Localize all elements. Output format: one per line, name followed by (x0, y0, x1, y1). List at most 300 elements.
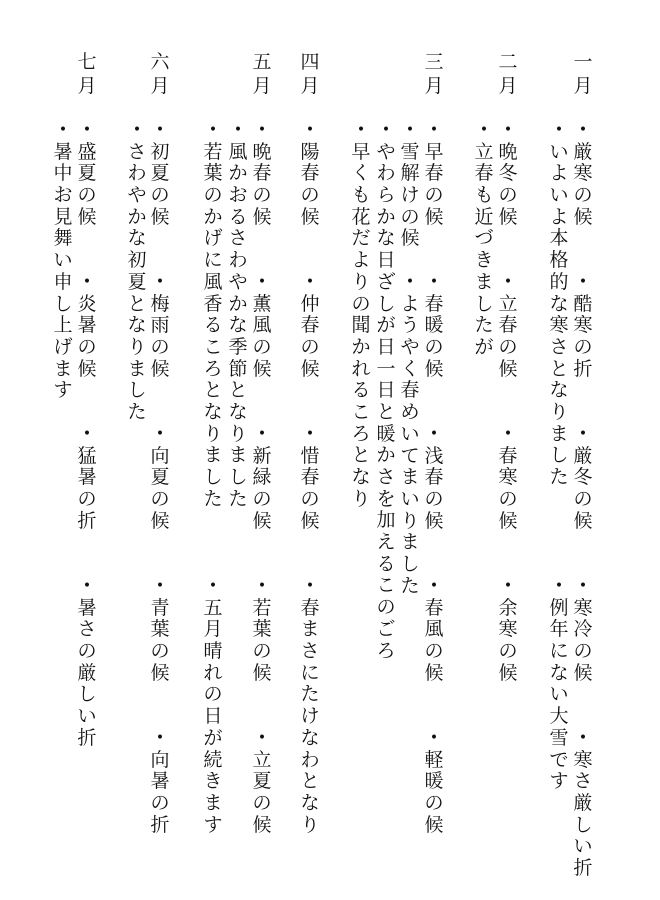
greeting-phrase (250, 576, 274, 684)
phrase-char: た (474, 314, 494, 337)
greeting-phrase (75, 120, 99, 228)
phrase-char: さ (228, 227, 248, 250)
phrase-char: 舞 (53, 227, 73, 250)
phrase-char: 冬 (573, 466, 593, 489)
phrase-char: 解 (400, 162, 420, 185)
bullet-icon: • (578, 578, 588, 594)
phrase-char: 夏 (150, 162, 170, 185)
greeting-phrase (571, 272, 595, 380)
phrase-char: ら (376, 184, 396, 207)
phrase-char: 候 (424, 205, 444, 228)
phrase-char: や (376, 140, 396, 163)
phrase-char: 暑 (150, 770, 170, 793)
greeting-phrase (571, 120, 595, 228)
greeting-phrase (250, 424, 274, 532)
phrase-char: 候 (573, 661, 593, 684)
bullet-icon: • (257, 274, 267, 290)
phrase-char: 寒 (573, 596, 593, 619)
phrase-char: か (228, 162, 248, 185)
phrase-char: と (228, 379, 248, 402)
greeting-phrase (226, 120, 250, 510)
greeting-phrase (298, 576, 322, 836)
phrase-char: 寒 (549, 314, 569, 337)
greeting-phrase (398, 272, 422, 597)
phrase-char: れ (203, 661, 223, 684)
phrase-char: 寒 (573, 314, 593, 337)
bullet-icon: • (257, 730, 267, 746)
phrase-char: さ (77, 618, 97, 641)
phrase-char: 向 (150, 748, 170, 771)
phrase-char: 日 (376, 379, 396, 402)
phrase-char: や (400, 336, 420, 359)
phrase-char: か (228, 292, 248, 315)
phrase-char: 春 (498, 314, 518, 337)
phrase-char: 梅 (150, 292, 170, 315)
phrase-char: と (351, 444, 371, 467)
phrase-char: 向 (150, 444, 170, 467)
phrase-char: 加 (376, 509, 396, 532)
phrase-char: の (203, 683, 223, 706)
phrase-char: の (573, 184, 593, 207)
phrase-char: 申 (53, 270, 73, 293)
phrase-char: 緑 (252, 466, 272, 489)
phrase-char: の (376, 596, 396, 619)
phrase-char: り (549, 400, 569, 423)
month-heading (148, 50, 172, 98)
phrase-char: よ (351, 249, 371, 272)
bullet-icon: • (82, 274, 92, 290)
phrase-char: に (203, 249, 223, 272)
phrase-char: 酷 (573, 292, 593, 315)
phrase-char: の (77, 640, 97, 663)
phrase-char: ろ (376, 639, 396, 662)
greeting-phrase (148, 120, 172, 228)
bullet-icon: • (155, 426, 165, 442)
greeting-phrase (571, 576, 595, 684)
phrase-char: 候 (150, 357, 170, 380)
greeting-phrase (298, 120, 322, 228)
phrase-char: わ (300, 748, 320, 771)
bullet-icon: • (155, 578, 165, 594)
phrase-char: 候 (400, 227, 420, 250)
phrase-char: わ (228, 249, 248, 272)
phrase-char: を (376, 487, 396, 510)
phrase-char: し (77, 683, 97, 706)
phrase-char: 葉 (252, 618, 272, 641)
phrase-char: 候 (573, 509, 593, 532)
phrase-char: 候 (424, 509, 444, 532)
greeting-phrase (201, 120, 225, 510)
phrase-char: の (498, 488, 518, 511)
bullet-icon: • (208, 578, 218, 594)
phrase-char: の (424, 640, 444, 663)
phrase-char: か (376, 444, 396, 467)
phrase-char: 風 (424, 618, 444, 641)
greeting-phrase (571, 728, 595, 880)
phrase-char: い (77, 705, 97, 728)
phrase-char: 厳 (573, 444, 593, 467)
phrase-char: 寒 (573, 162, 593, 185)
phrase-char: 春 (300, 596, 320, 619)
phrase-char: 寒 (498, 466, 518, 489)
phrase-char: 春 (300, 466, 320, 489)
phrase-char: 年 (549, 618, 569, 641)
greeting-phrase (496, 272, 520, 380)
phrase-char: 中 (53, 162, 73, 185)
phrase-char: り (127, 335, 147, 358)
phrase-char: さ (127, 140, 147, 163)
bullet-icon: • (233, 122, 243, 138)
phrase-char: 五 (203, 596, 223, 619)
phrase-char: な (228, 400, 248, 423)
greeting-phrase (571, 424, 595, 532)
phrase-char: 候 (300, 509, 320, 532)
phrase-char: の (252, 488, 272, 511)
phrase-char: の (424, 488, 444, 511)
phrase-char: に (300, 661, 320, 684)
phrase-char: さ (300, 640, 320, 663)
phrase-char: ま (203, 791, 223, 814)
greeting-phrase (422, 272, 446, 380)
phrase-char: わ (376, 162, 396, 185)
phrase-char: 日 (203, 705, 223, 728)
bullet-icon: • (578, 274, 588, 290)
phrase-char: く (351, 162, 371, 185)
phrase-char: り (203, 422, 223, 445)
phrase-char: 候 (498, 661, 518, 684)
phrase-char: り (351, 270, 371, 293)
phrase-char: ざ (376, 270, 396, 293)
phrase-char: 月 (203, 618, 223, 641)
greeting-phrase (75, 576, 99, 750)
phrase-char: げ (203, 227, 223, 250)
phrase-char: 暖 (376, 422, 396, 445)
greeting-phrase (422, 120, 446, 228)
phrase-char: 候 (300, 357, 320, 380)
phrase-char: 春 (300, 162, 320, 185)
greeting-phrase (422, 424, 446, 532)
phrase-char: し (549, 444, 569, 467)
bullet-icon: • (503, 426, 513, 442)
phrase-char: づ (474, 227, 494, 250)
phrase-char: の (424, 336, 444, 359)
phrase-char: 冷 (573, 618, 593, 641)
phrase-char: の (77, 488, 97, 511)
phrase-char: な (203, 400, 223, 423)
bullet-icon: • (503, 578, 513, 594)
phrase-char: な (549, 661, 569, 684)
bullet-icon: • (429, 730, 439, 746)
phrase-char: や (228, 270, 248, 293)
phrase-char: の (150, 640, 170, 663)
phrase-char: な (351, 466, 371, 488)
phrase-char: し (376, 292, 396, 315)
phrase-char: 春 (498, 444, 518, 467)
greeting-phrase (250, 120, 274, 228)
phrase-char: に (549, 640, 569, 663)
greeting-phrase (496, 424, 520, 532)
phrase-char: 聞 (351, 314, 371, 337)
phrase-char: れ (351, 357, 371, 380)
bullet-icon: • (155, 122, 165, 138)
phrase-char: た (549, 466, 569, 488)
phrase-char: 候 (424, 661, 444, 684)
phrase-char: い (573, 835, 593, 858)
phrase-char: 葉 (203, 162, 223, 185)
phrase-char: の (252, 336, 272, 359)
phrase-char: 折 (77, 726, 97, 749)
phrase-char: 候 (77, 205, 97, 228)
phrase-char: の (150, 184, 170, 207)
phrase-char: の (351, 292, 371, 315)
phrase-char: 一 (376, 357, 396, 380)
phrase-char: 立 (252, 748, 272, 771)
phrase-char: の (400, 205, 420, 228)
phrase-char: る (203, 314, 223, 337)
greeting-phrase (75, 424, 99, 532)
phrase-char: 候 (424, 357, 444, 380)
phrase-char: 陽 (300, 140, 320, 163)
phrase-char: し (203, 466, 223, 488)
phrase-char: り (351, 487, 371, 510)
phrase-char: が (474, 335, 494, 358)
phrase-char: う (400, 314, 420, 337)
phrase-char: く (400, 357, 420, 380)
phrase-char: 大 (549, 705, 569, 728)
bullet-icon: • (257, 426, 267, 442)
phrase-char: も (474, 184, 494, 207)
phrase-char: の (300, 488, 320, 511)
phrase-char: よ (400, 292, 420, 315)
month-heading (250, 50, 274, 98)
phrase-char: 初 (127, 249, 147, 272)
greeting-phrase (298, 272, 322, 380)
phrase-char: る (376, 552, 396, 575)
phrase-char: 雨 (150, 314, 170, 337)
phrase-char: な (228, 314, 248, 337)
phrase-char: 春 (300, 314, 320, 337)
phrase-char: の (424, 184, 444, 207)
phrase-char: の (77, 184, 97, 207)
phrase-char: 香 (203, 292, 223, 315)
phrase-char: の (498, 184, 518, 207)
bullet-icon: • (305, 426, 315, 442)
phrase-char: 風 (228, 140, 248, 163)
phrase-char: 候 (498, 509, 518, 532)
phrase-char: け (300, 705, 320, 728)
phrase-char: 風 (203, 270, 223, 293)
phrase-char: 夏 (77, 162, 97, 185)
phrase-char: 折 (573, 857, 593, 880)
phrase-char: お (53, 184, 73, 207)
bullet-icon: • (429, 426, 439, 442)
phrase-char: す (203, 813, 223, 836)
phrase-char: け (400, 184, 420, 207)
phrase-char: と (300, 770, 320, 793)
phrase-char: の (573, 640, 593, 663)
month-heading-char: 二 (498, 51, 518, 73)
phrase-char: り (300, 813, 320, 836)
greeting-phrase (75, 272, 99, 380)
phrase-char: 見 (53, 205, 73, 228)
phrase-char: 新 (252, 444, 272, 467)
phrase-char: 厳 (77, 661, 97, 684)
month-heading-char: 月 (498, 75, 518, 97)
phrase-char: の (150, 488, 170, 511)
phrase-char: 折 (573, 357, 593, 380)
phrase-char: 日 (376, 335, 396, 358)
phrase-char: い (549, 683, 569, 706)
phrase-char: 軽 (424, 748, 444, 771)
phrase-char: た (127, 400, 147, 423)
phrase-char: 春 (400, 379, 420, 402)
phrase-char: ま (127, 357, 147, 380)
month-heading-char: 月 (150, 75, 170, 97)
phrase-char: た (203, 487, 223, 510)
phrase-char: り (228, 422, 248, 445)
phrase-char: 候 (252, 205, 272, 228)
month-heading (298, 50, 322, 98)
phrase-char: 候 (252, 661, 272, 684)
phrase-char: さ (573, 770, 593, 793)
phrase-char: 候 (150, 661, 170, 684)
greeting-phrase (148, 728, 172, 836)
phrase-char: の (252, 184, 272, 207)
month-heading (571, 50, 595, 98)
phrase-char: も (351, 184, 371, 207)
phrase-char: 候 (498, 357, 518, 380)
phrase-char: め (400, 401, 420, 424)
phrase-char: げ (53, 335, 73, 358)
phrase-char: 本 (549, 227, 569, 250)
month-heading (422, 50, 446, 98)
phrase-char: 若 (252, 596, 272, 619)
phrase-char: や (127, 184, 147, 207)
phrase-char: 厳 (573, 792, 593, 815)
bullet-icon: • (305, 578, 315, 594)
greeting-phrase (125, 120, 149, 424)
greeting-phrase (148, 272, 172, 380)
month-heading-char: 月 (424, 75, 444, 97)
phrase-char: 惜 (300, 444, 320, 467)
phrase-char: 例 (549, 596, 569, 619)
phrase-char: 暖 (424, 314, 444, 337)
greeting-phrase (250, 728, 274, 836)
phrase-char: 近 (474, 205, 494, 228)
phrase-char: る (228, 205, 248, 228)
phrase-char: 春 (424, 292, 444, 315)
month-heading-char: 三 (424, 51, 444, 73)
bullet-icon: • (82, 122, 92, 138)
phrase-char: こ (203, 335, 223, 358)
phrase-char: 初 (150, 140, 170, 163)
phrase-char: 折 (77, 509, 97, 532)
phrase-char: 候 (252, 509, 272, 532)
phrase-char: し (573, 813, 593, 836)
phrase-char: い (549, 140, 569, 163)
phrase-char: の (573, 488, 593, 511)
phrase-char: 厳 (573, 140, 593, 163)
phrase-char: の (300, 336, 320, 359)
phrase-char: ま (400, 466, 420, 489)
phrase-char: り (400, 509, 420, 532)
bullet-icon: • (208, 122, 218, 138)
phrase-char: か (203, 205, 223, 228)
phrase-char: 的 (549, 270, 569, 293)
greeting-phrase (51, 120, 75, 402)
phrase-char: し (127, 379, 147, 402)
bullet-icon: • (405, 122, 415, 138)
phrase-char: 候 (150, 205, 170, 228)
greeting-phrase (472, 120, 496, 359)
month-heading (496, 50, 520, 98)
bullet-icon: • (429, 274, 439, 290)
bullet-icon: • (82, 426, 92, 442)
phrase-char: お (228, 184, 248, 207)
phrase-char: た (300, 683, 320, 706)
phrase-char: 春 (252, 162, 272, 185)
phrase-char: き (203, 770, 223, 793)
greeting-phrase (250, 272, 274, 380)
bullet-icon: • (554, 122, 564, 138)
phrase-char: 候 (252, 357, 272, 380)
bullet-icon: • (155, 274, 165, 290)
phrase-char: 余 (498, 596, 518, 619)
phrase-char: 早 (424, 140, 444, 163)
phrase-char: の (424, 792, 444, 815)
phrase-char: し (474, 292, 494, 315)
phrase-char: と (127, 292, 147, 315)
bullet-icon: • (578, 122, 588, 138)
phrase-char: よ (549, 162, 569, 185)
phrase-char: し (228, 466, 248, 488)
phrase-char: し (53, 292, 73, 315)
phrase-char: ま (300, 618, 320, 641)
phrase-char: ま (53, 357, 73, 380)
phrase-char: い (400, 422, 420, 445)
phrase-char: え (376, 531, 396, 554)
phrase-char: よ (549, 205, 569, 228)
greeting-phrase (201, 576, 225, 836)
phrase-char: の (77, 336, 97, 359)
phrase-char: 春 (424, 466, 444, 489)
greeting-phrase (148, 424, 172, 532)
phrase-char: 葉 (150, 618, 170, 641)
bullet-icon: • (381, 122, 391, 138)
phrase-char: す (53, 379, 73, 402)
phrase-char: 暑 (77, 314, 97, 337)
bullet-icon: • (58, 122, 68, 138)
month-heading-char: 月 (573, 75, 593, 97)
phrase-char: 上 (53, 314, 73, 337)
phrase-char: の (300, 184, 320, 207)
bullet-icon: • (155, 730, 165, 746)
greeting-phrase (547, 576, 571, 793)
phrase-char: 立 (474, 140, 494, 163)
phrase-char: の (498, 640, 518, 663)
phrase-char: の (252, 640, 272, 663)
phrase-char: 盛 (77, 140, 97, 163)
greeting-phrase (547, 120, 571, 489)
phrase-char: か (376, 205, 396, 228)
phrase-char: た (228, 487, 248, 510)
phrase-char: 夏 (150, 466, 170, 489)
bullet-icon: • (82, 578, 92, 594)
month-heading-char: 五 (252, 51, 272, 73)
phrase-char: 晴 (203, 640, 223, 663)
phrase-char: 風 (252, 314, 272, 337)
phrase-char: さ (549, 335, 569, 358)
